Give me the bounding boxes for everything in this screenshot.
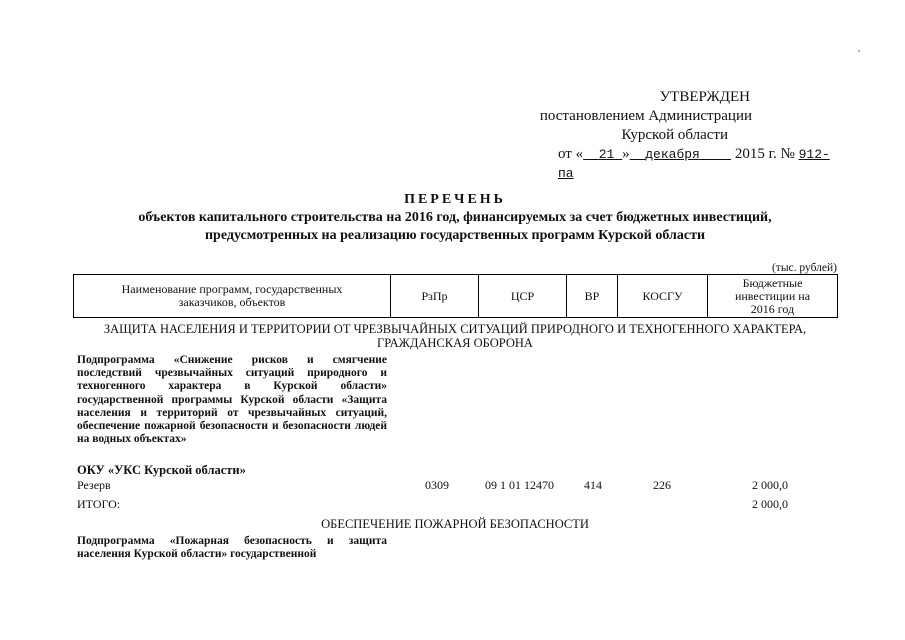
scan-speck (858, 50, 860, 52)
approval-line-2: Курской области (621, 127, 728, 143)
approval-title: УТВЕРЖДЕН (659, 89, 750, 105)
customer-name: ОКУ «УКС Курской области» (77, 463, 246, 477)
header-kosgu: КОСГУ (618, 275, 708, 317)
document-subtitle-1: объектов капитального строительства на 2016 год, финансируемых за счет бюджетных инвестиций, (138, 210, 772, 225)
date-day: 21 (598, 147, 615, 162)
section-2-title: ОБЕСПЕЧЕНИЕ ПОЖАРНОЙ БЕЗОПАСНОСТИ (321, 517, 589, 531)
header-budget: Бюджетные инвестиции на 2016 год (734, 275, 811, 316)
section-1-program: Подпрограмма «Снижение рисков и смягчение последствий чрезвычайных ситуаций природного и техногенного характера в Курской области» государственной программы Курской области «Защита населения и территорий от чрезвычайных ситуаций, обеспечение пожарной безопасности и безопасности людей на водных объектах» (77, 354, 387, 446)
section-2-program: Подпрограмма «Пожарная безопасность и защита населения Курской области» государственной (77, 535, 387, 561)
header-name: Наименование программ, государственных заказчиков, объектов (74, 275, 391, 317)
row-kosgu: 226 (653, 478, 671, 492)
decree-number: 912-па (558, 147, 830, 181)
approval-date-line (520, 145, 840, 183)
header-csr: ЦСР (479, 275, 567, 317)
row-amount: 2 000,0 (752, 478, 788, 492)
approval-line-1: постановлением Администрации (539, 108, 752, 124)
row-csr: 09 1 01 12470 (485, 478, 554, 492)
date-month: декабря (645, 147, 700, 162)
total-label: ИТОГО: (77, 497, 121, 511)
approval-block (520, 88, 840, 183)
unit-label: (тыс. рублей) (771, 262, 837, 274)
document-title: ПЕРЕЧЕНЬ (404, 192, 506, 207)
row-rzpr: 0309 (425, 478, 449, 492)
date-year: 2015 г. № (734, 146, 795, 162)
total-amount: 2 000,0 (752, 497, 788, 511)
row-vr: 414 (584, 478, 602, 492)
date-mid: » (622, 146, 630, 162)
table-header (73, 274, 838, 318)
section-1-title-line-1: ЗАЩИТА НАСЕЛЕНИЯ И ТЕРРИТОРИИ ОТ ЧРЕЗВЫЧАЙНЫХ СИТУАЦИЙ ПРИРОДНОГО И ТЕХНОГЕННОГО ХАРАКТЕРА, (103, 322, 807, 336)
document-subtitle-2: предусмотренных на реализацию государственных программ Курской области (204, 228, 706, 243)
row-name: Резерв (77, 478, 111, 492)
header-rzpr: РзПр (391, 275, 479, 317)
section-1-title-line-2: ГРАЖДАНСКАЯ ОБОРОНА (377, 336, 533, 350)
date-prefix: от « (558, 146, 584, 162)
header-vr: ВР (567, 275, 618, 317)
